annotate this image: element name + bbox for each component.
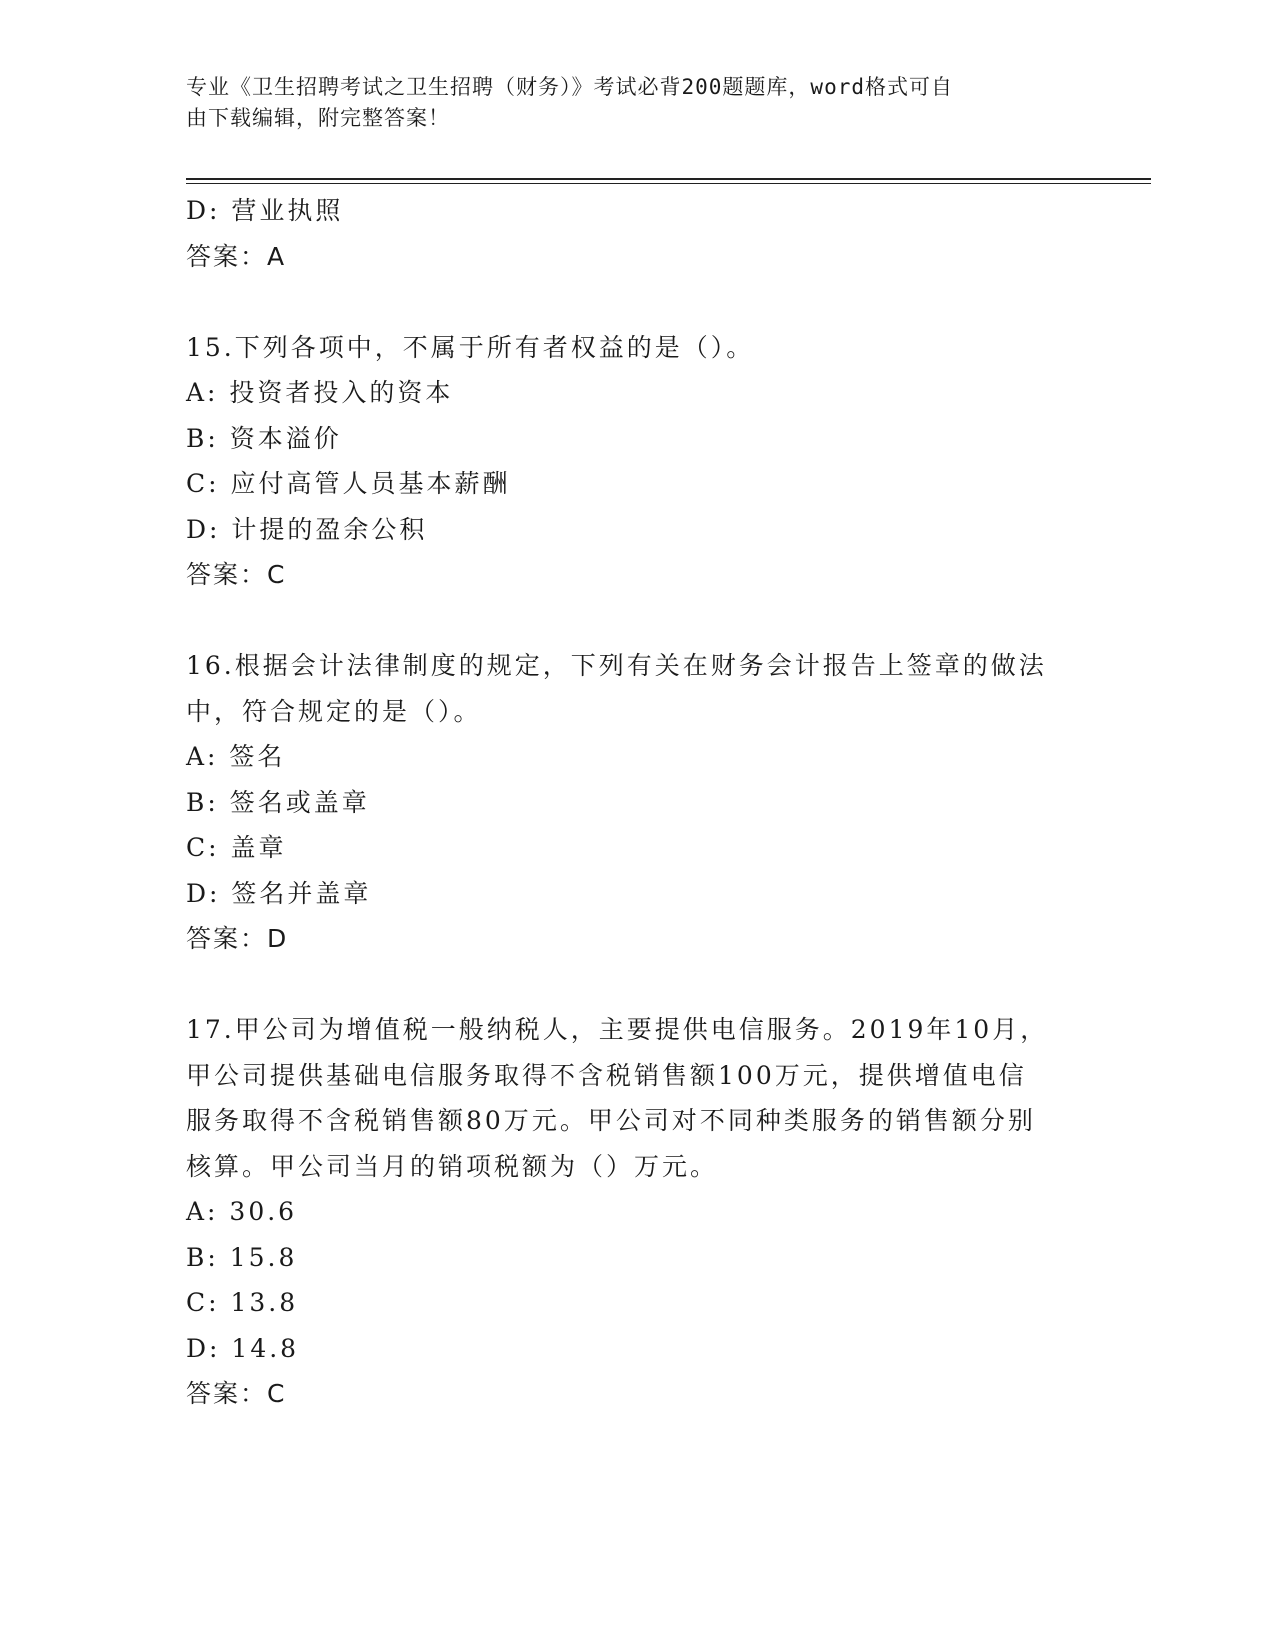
header-line-2: 由下载编辑，附完整答案！: [186, 106, 450, 130]
option-c: C: 应付高管人员基本薪酬: [186, 469, 511, 498]
option-b: B: 资本溢价: [186, 423, 342, 453]
option-a: A: 投资者投入的资本: [186, 378, 454, 407]
question-stem-line-3: 服务取得不含税销售额80万元。甲公司对不同种类服务的销售额分别: [186, 1106, 1036, 1135]
option-c: C: 盖章: [186, 833, 287, 862]
previous-question-tail: [186, 188, 1086, 279]
option-d: D: 营业执照: [186, 196, 344, 225]
question-stem-line-2: 甲公司提供基础电信服务取得不含税销售额100万元，提供增值电信: [186, 1060, 1027, 1090]
header-divider-thick: [186, 178, 1151, 180]
option-a: A: 30.6: [186, 1197, 298, 1226]
answer-line: 答案：D: [186, 924, 289, 953]
header-divider-thin: [186, 183, 1151, 184]
answer-line: 答案：C: [186, 1379, 287, 1408]
spacer: [186, 279, 1086, 325]
option-b: B: 15.8: [186, 1242, 298, 1272]
option-d: D: 14.8: [186, 1333, 300, 1363]
question-stem-line-4: 核算。甲公司当月的销项税额为（）万元。: [186, 1151, 719, 1181]
question-stem-line-2: 中，符合规定的是（）。: [186, 696, 482, 726]
question-stem: 15.下列各项中，不属于所有者权益的是（）。: [186, 332, 755, 362]
question-stem-line-1: 17.甲公司为增值税一般纳税人，主要提供电信服务。2019年10月，: [186, 1015, 1049, 1044]
option-a: A: 签名: [186, 742, 286, 771]
option-c: C: 13.8: [186, 1288, 299, 1317]
answer-line: 答案：C: [186, 560, 287, 589]
question-15: [186, 325, 1086, 598]
question-17: [186, 1007, 1086, 1417]
header-line-1: 专业《卫生招聘考试之卫生招聘（财务）》考试必背200题题库，word格式可自: [186, 75, 953, 99]
answer-line: 答案：A: [186, 241, 287, 271]
option-b: B: 签名或盖章: [186, 787, 370, 817]
question-16: [186, 643, 1086, 962]
spacer: [186, 962, 1086, 1008]
document-header: [186, 72, 1066, 134]
spacer: [186, 598, 1086, 644]
option-d: D: 计提的盈余公积: [186, 514, 428, 544]
question-list: [186, 188, 1086, 1417]
option-d: D: 签名并盖章: [186, 878, 372, 908]
question-stem-line-1: 16.根据会计法律制度的规定，下列有关在财务会计报告上签章的做法: [186, 651, 1047, 680]
